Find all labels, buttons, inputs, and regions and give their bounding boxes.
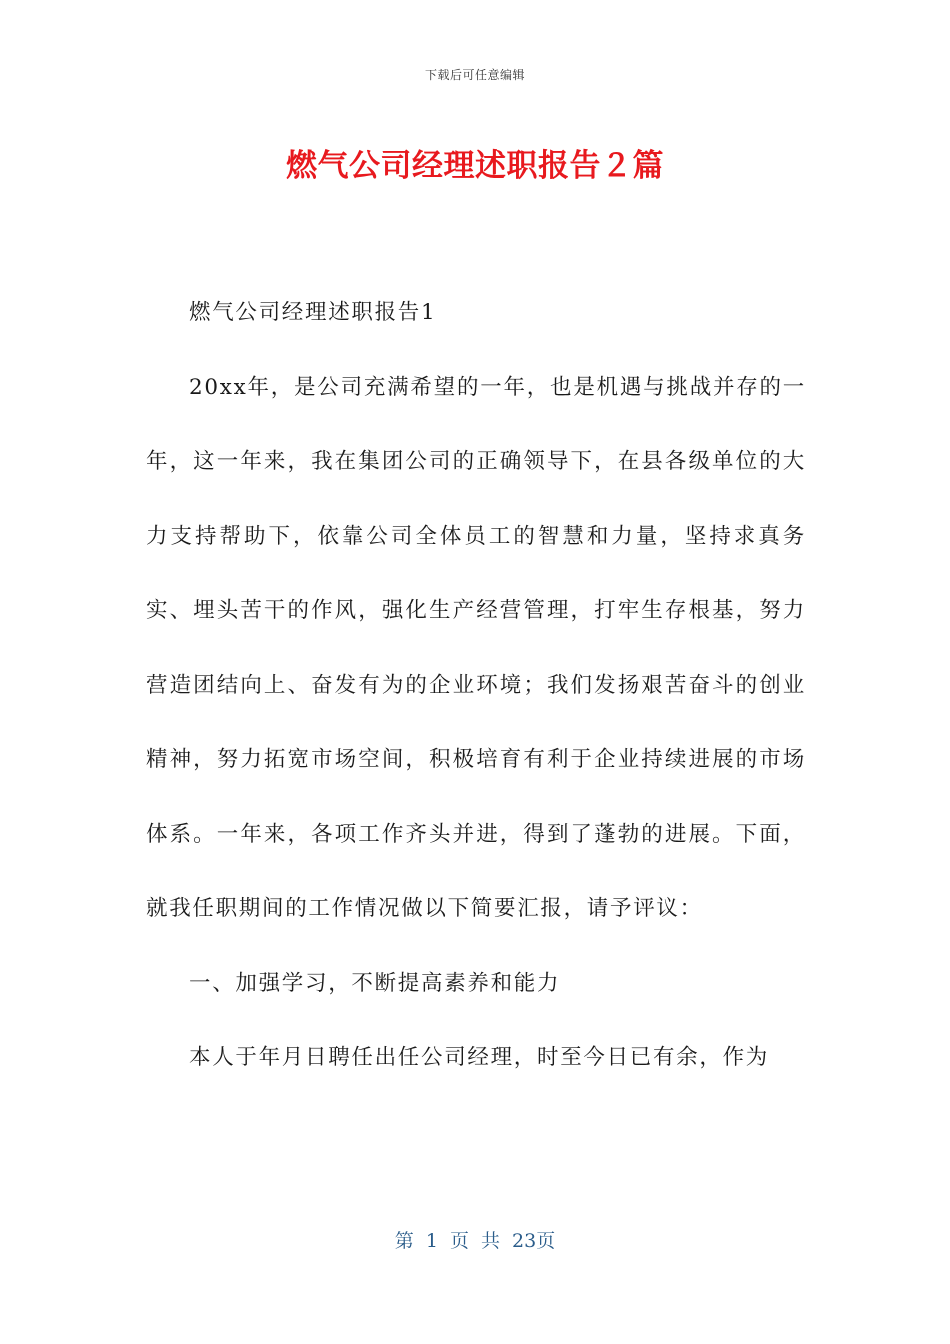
paragraph-intro: 20xx年，是公司充满希望的一年，也是机遇与挑战并存的一年，这一年来，我在集团公司的正确领导下，在县各级单位的大力支持帮助下，依靠公司全体员工的智慧和力量，坚持求真务实、埋头苦干的作风，强化生产经营管理，打牢生存根基，努力营造团结向上、奋发有为的企业环境；我们发扬艰苦奋斗的创业精神，努力拓宽市场空间，积极培育有利于企业持续进展的市场体系。一年来，各项工作齐头并进，得到了蓬勃的进展。下面，就我任职期间的工作情况做以下简要汇报，请予评议： (146, 374, 806, 921)
page-footer-pagination: 第 1 页 共 23页 (394, 1230, 556, 1252)
section-heading-learning: 一、加强学习，不断提高素养和能力 (189, 970, 561, 996)
document-title: 燃气公司经理述职报告２篇 (286, 148, 664, 184)
document-body (146, 276, 806, 1096)
page-header-note: 下载后可任意编辑 (424, 68, 525, 82)
section-heading-report-1: 燃气公司经理述职报告1 (189, 300, 437, 325)
paragraph-appointment: 本人于年月日聘任出任公司经理，时至今日已有余，作为 (189, 1045, 770, 1070)
